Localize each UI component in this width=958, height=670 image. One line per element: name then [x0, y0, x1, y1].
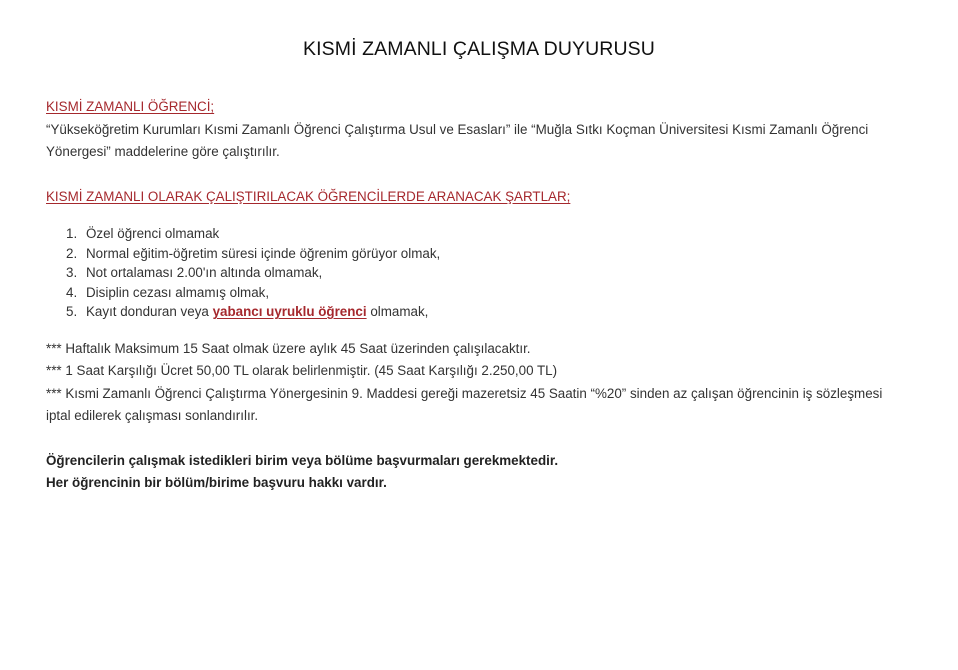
- list-item-number: 5.: [66, 304, 78, 319]
- list-item: [66, 302, 886, 322]
- closing-application-note: Öğrencilerin çalışmak istedikleri birim veya bölüme başvurmaları gerekmektedir.: [46, 452, 559, 468]
- list-item-text-after: olmamak,: [366, 304, 429, 319]
- closing-application-right: Her öğrencinin bir bölüm/birime başvuru hakkı vardır.: [46, 475, 387, 490]
- list-item: [66, 263, 886, 283]
- notes-block: [46, 338, 886, 428]
- page-title: KISMİ ZAMANLI ÇALIŞMA DUYURUSU: [303, 38, 655, 60]
- list-item-number: 2.: [66, 245, 78, 261]
- list-item-number: 4.: [66, 284, 78, 300]
- section-body-student: “Yükseköğretim Kurumları Kısmi Zamanlı Öğrenci Çalıştırma Usul ve Esasları” ile “Muğla Sıtkı Koçman Üniversitesi Kısmi Zamanlı Öğrenci Yönergesi” maddelerine göre çalıştırılır.: [46, 121, 869, 159]
- section-heading-conditions: KISMİ ZAMANLI OLARAK ÇALIŞTIRILACAK ÖĞRENCİLERDE ARANACAK ŞARTLAR;: [46, 188, 571, 204]
- note-termination: *** Kısmi Zamanlı Öğrenci Çalıştırma Yönergesinin 9. Maddesi gereği mazeretsiz 45 Saatin “%20” sinden az çalışan öğrencinin iş sözleşmesi iptal edilerek çalışması sonlandırılır.: [46, 385, 883, 423]
- list-item-text: Not ortalaması 2.00'ın altında olmamak,: [86, 265, 323, 280]
- section-heading-student: KISMİ ZAMANLI ÖĞRENCİ;: [46, 99, 215, 114]
- foreign-student-link[interactable]: yabancı uyruklu öğrenci: [212, 304, 367, 319]
- note-weekly-hours: *** Haftalık Maksimum 15 Saat olmak üzere aylık 45 Saat üzerinden çalışılacaktır.: [46, 340, 531, 356]
- list-item: [66, 244, 886, 264]
- list-item-text-before: Kayıt donduran veya: [86, 304, 213, 319]
- note-hourly-wage: *** 1 Saat Karşılığı Ücret 50,00 TL olarak belirlenmiştir. (45 Saat Karşılığı 2.250,00 TL): [46, 363, 558, 378]
- list-item-text: Disiplin cezası almamış olmak,: [86, 284, 270, 300]
- list-item-number: 1.: [66, 226, 78, 241]
- document-content: [46, 96, 886, 495]
- list-item: [66, 283, 886, 303]
- conditions-list: [46, 224, 886, 322]
- list-item-text: [86, 302, 428, 322]
- list-item: [66, 224, 886, 244]
- list-item-number: 3.: [66, 265, 78, 280]
- list-item-text: Normal eğitim-öğretim süresi içinde öğrenim görüyor olmak,: [86, 245, 441, 261]
- list-item-text: Özel öğrenci olmamak: [86, 226, 220, 241]
